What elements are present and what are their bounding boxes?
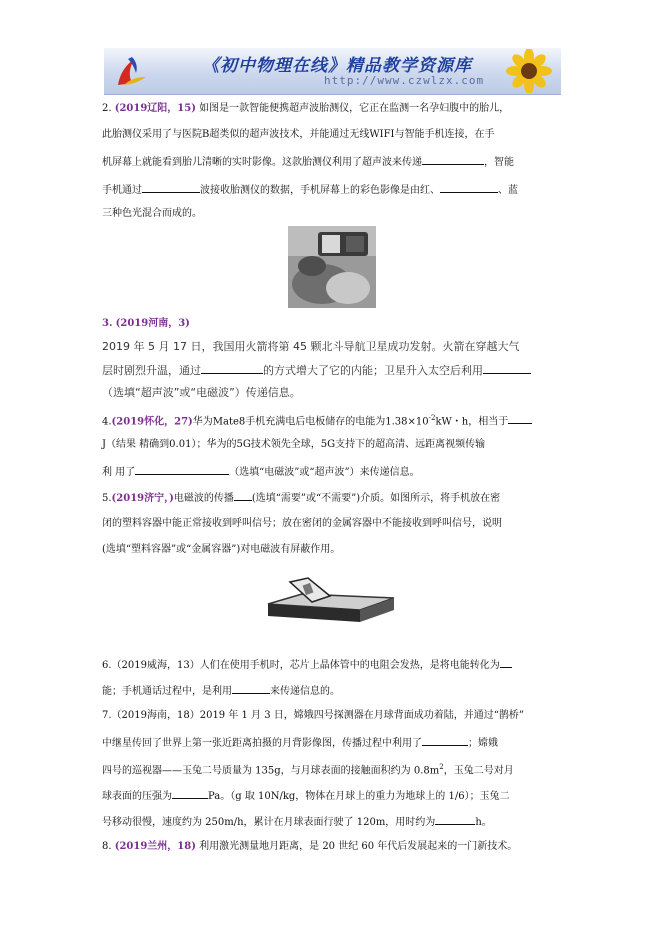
question-4-line-2: J（结果 精确到0.01）；华为的5G技术领先全球，5G支持下的超高清、远距离视频传输 [102,439,486,450]
question-7-line-3: 四号的巡视器——玉兔二号质量为 135g，与月球表面的接触面积约为 $0.8m^2$，玉兔二号对月 [102,763,514,777]
question-2-line-1: 2. (2019辽阳，15) 如图是一款智能便携超声波胎测仪，它正在监测一名孕妇腹中的胎儿， [102,103,510,114]
question-7-line-5: 号移动很慢，速度约为 250m/h，累计在月球表面行驶了 120m，用时约为 h。 [102,817,492,828]
question-5-source: (2019济宁，) [111,493,174,504]
question-2-line-3: 机屏幕上就能看到胎儿清晰的实时影像。这款胎测仪利用了超声波来传递 ，智能 [102,157,514,168]
answer-blank[interactable] [435,815,475,825]
answer-blank[interactable] [422,736,468,746]
question-3-line-3: （选填“超声波”或“电磁波”）传递信息。 [102,386,301,399]
banner-title: 《初中物理在线》精品教学资源库 [202,56,472,76]
question-6-line-1: 6.（2019威海，13）人们在使用手机时，芯片上晶体管中的电阻会发热，是将电能转化为 [102,658,562,671]
question-7-line-4: 球表面的压强为 Pa。（g 取 10N/kg，物体在月球上的重力为地球上的 1/6）；玉兔二 [102,791,510,802]
question-3-line-2: 层时剧烈升温，通过 的方式增大了它的内能；卫星升入太空后利用 [102,364,562,377]
question-5-line-1: 5.(2019济宁，)电磁波的传播 (选填“需要”或“不需要”)介质。如图所示，将手机放在密 [102,493,501,504]
question-2-source: (2019辽阳，15) [114,103,196,114]
question-5-line-3: (选填“塑料容器”或“金属容器”)对电磁波有屏蔽作用。 [102,544,341,555]
question-6-line-2: 能；手机通话过程中，是利用 来传递信息的。 [102,686,340,697]
question-3-heading: 3. (2019河南，3) [102,318,190,329]
question-4-source: (2019怀化，27) [111,416,193,428]
answer-blank[interactable] [440,183,498,193]
answer-blank[interactable] [483,364,531,374]
question-8-source: (2019兰州，18) [114,841,196,852]
logo-icon [110,51,150,91]
question-2-line-5: 三种色光混合而成的。 [102,208,202,219]
question-3-line-1: 2019 年 5 月 17 日，我国用火箭将第 45 颗北斗导航卫星成功发射。火箭在穿越大气 [102,340,520,353]
header-banner [104,48,561,95]
question-3-source: (2019河南，3) [115,318,190,329]
question-4-line-3: 利 用了 （选填“电磁波”或“超声波”）来传递信息。 [102,467,420,478]
question-4-line-1: 4.(2019怀化，27)华为Mate8手机充满电后电板储存的电能为$1.38\times 10^{-2}kW$・h，相当于 [102,413,562,427]
answer-blank[interactable] [500,658,512,668]
sunflower-icon [499,49,553,93]
question-8-line-1: 8. (2019兰州，18) 利用激光测量地月距离，是 20 世纪 60 年代后发展起来的一门新技术。 [102,841,518,852]
answer-blank[interactable] [135,465,229,475]
answer-blank[interactable] [508,414,532,424]
answer-blank[interactable] [234,491,252,501]
question-2-line-2: 此胎测仪采用了与医院B超类似的超声波技术，并能通过无线WIFI与智能手机连接，在手 [102,129,495,140]
question-7-line-2: 中继星传回了世界上第一张近距离拍摄的月背影像图，传播过程中利用了 ；嫦娥 [102,738,498,749]
banner-url: http://www.czwlzx.com [324,74,485,87]
fetal-monitor-photo [288,226,376,308]
answer-blank[interactable] [172,789,208,799]
answer-blank[interactable] [422,155,484,165]
question-2-line-4: 手机通过 波接收胎测仪的数据，手机屏幕上的彩色影像是由红、 、蓝 [102,185,518,196]
answer-blank[interactable] [232,684,270,694]
question-5-line-2: 闭的塑料容器中能正常接收到呼叫信号；放在密闭的金属容器中不能接收到呼叫信号，说明 [102,518,502,529]
answer-blank[interactable] [201,364,263,374]
question-7-line-1: 7.（2019海南，18）2019 年 1 月 3 日，嫦娥四号探测器在月球背面成功着陆，并通过“鹊桥” [102,710,525,721]
phone-container-photo [262,576,400,624]
answer-blank[interactable] [142,183,200,193]
